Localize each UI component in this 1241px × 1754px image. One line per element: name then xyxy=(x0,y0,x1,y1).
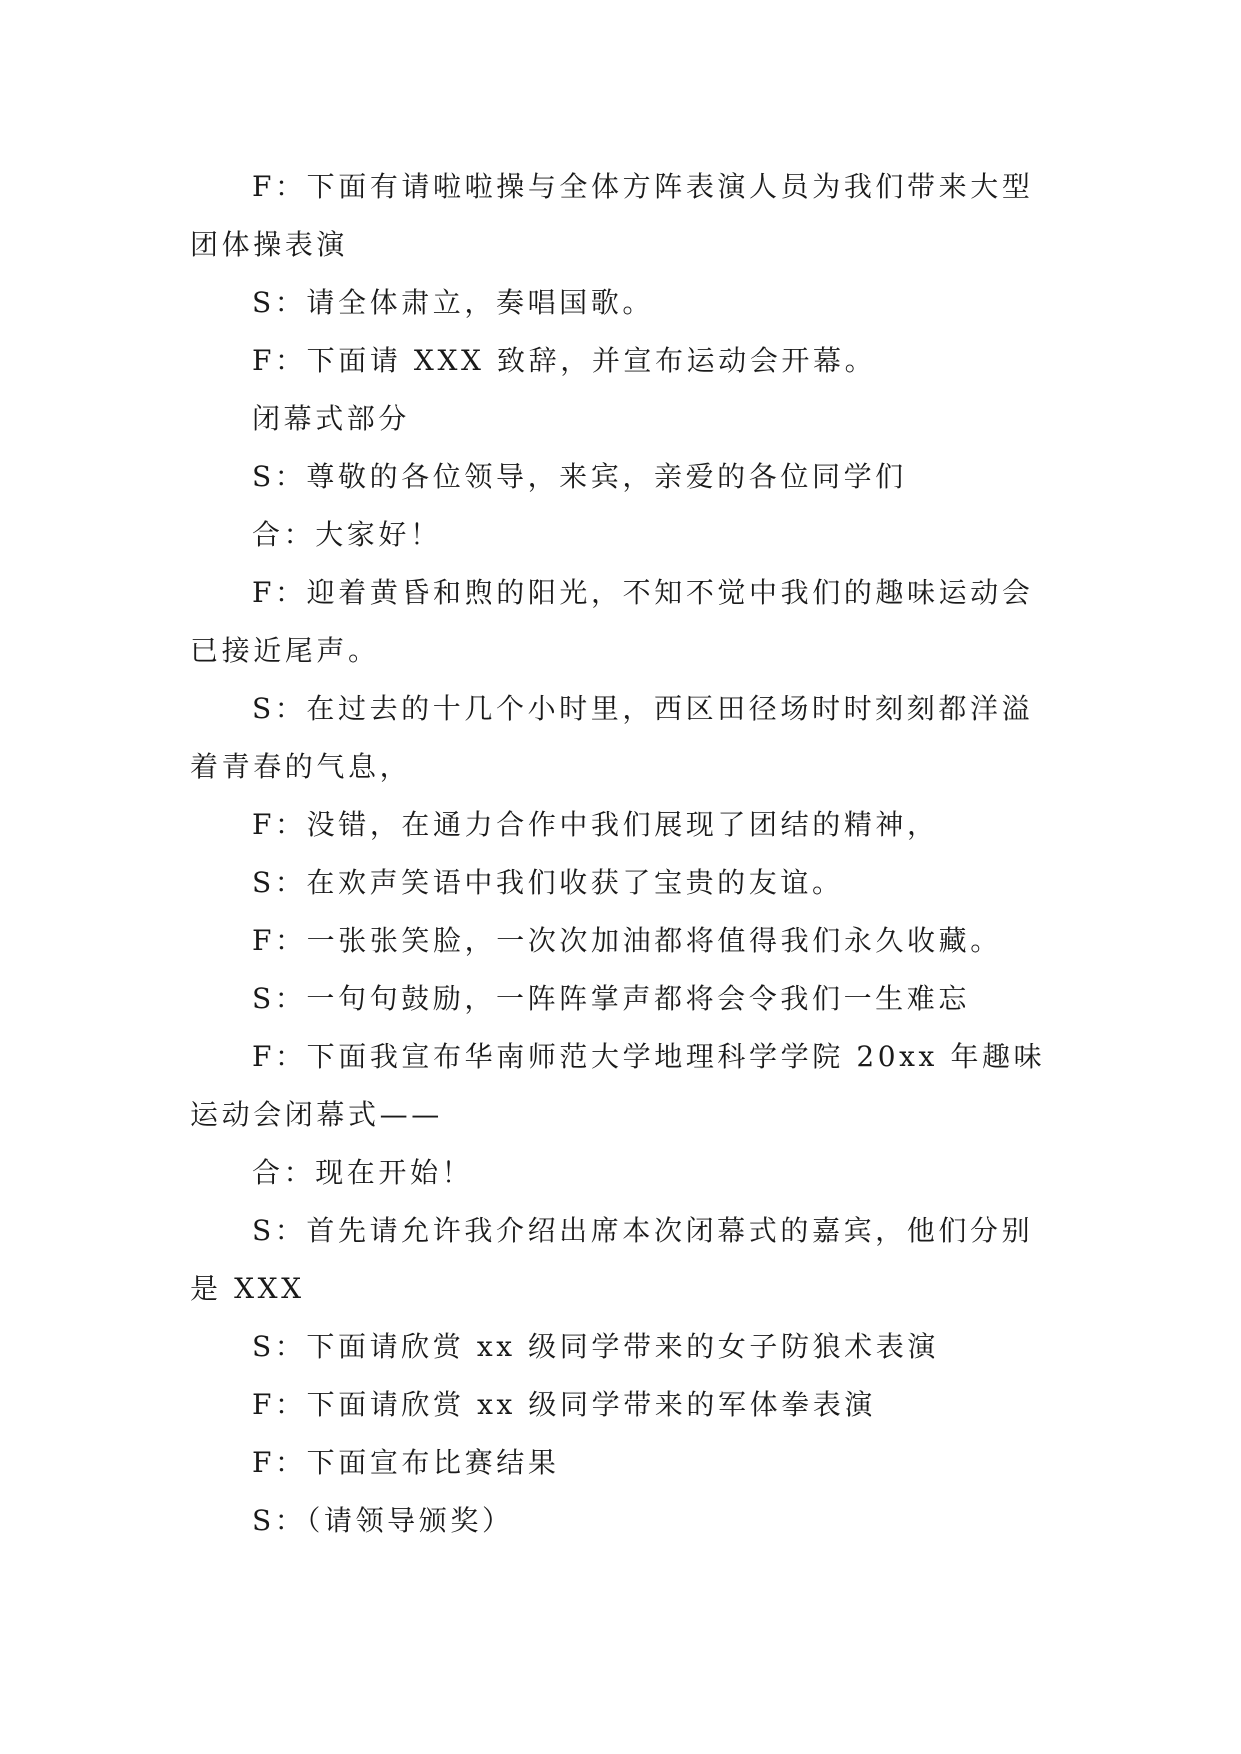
paragraph: F：一张张笑脸，一次次加油都将值得我们永久收藏。 xyxy=(252,924,1002,957)
paragraph: S：一句句鼓励，一阵阵掌声都将会令我们一生难忘 xyxy=(252,982,970,1015)
paragraph: S：请全体肃立，奏唱国歌。 xyxy=(252,286,654,319)
paragraph: F：下面我宣布华南师范大学地理科学学院 20xx 年趣味运动会闭幕式—— xyxy=(190,1040,1046,1131)
paragraph: F：迎着黄昏和煦的阳光，不知不觉中我们的趣味运动会已接近尾声。 xyxy=(190,576,1034,667)
paragraph: 合：现在开始！ xyxy=(252,1156,474,1189)
section-heading: 闭幕式部分 xyxy=(252,402,411,435)
paragraph: S：（请领导颁奖） xyxy=(252,1504,514,1537)
paragraph: F：下面宣布比赛结果 xyxy=(252,1446,560,1479)
paragraph: F：下面有请啦啦操与全体方阵表演人员为我们带来大型团体操表演 xyxy=(190,170,1034,261)
document-body xyxy=(190,158,1056,1550)
paragraph: F：下面请欣赏 xx 级同学带来的军体拳表演 xyxy=(252,1388,877,1421)
paragraph: S：首先请允许我介绍出席本次闭幕式的嘉宾，他们分别是 XXX xyxy=(190,1214,1034,1305)
paragraph: 合：大家好！ xyxy=(252,518,442,551)
paragraph: S：尊敬的各位领导，来宾，亲爱的各位同学们 xyxy=(252,460,907,493)
paragraph: S：在过去的十几个小时里，西区田径场时时刻刻都洋溢着青春的气息， xyxy=(190,692,1034,783)
paragraph: F：没错，在通力合作中我们展现了团结的精神， xyxy=(252,808,939,841)
paragraph: F：下面请 XXX 致辞，并宣布运动会开幕。 xyxy=(252,344,877,377)
paragraph: S：在欢声笑语中我们收获了宝贵的友谊。 xyxy=(252,866,844,899)
paragraph: S：下面请欣赏 xx 级同学带来的女子防狼术表演 xyxy=(252,1330,939,1363)
